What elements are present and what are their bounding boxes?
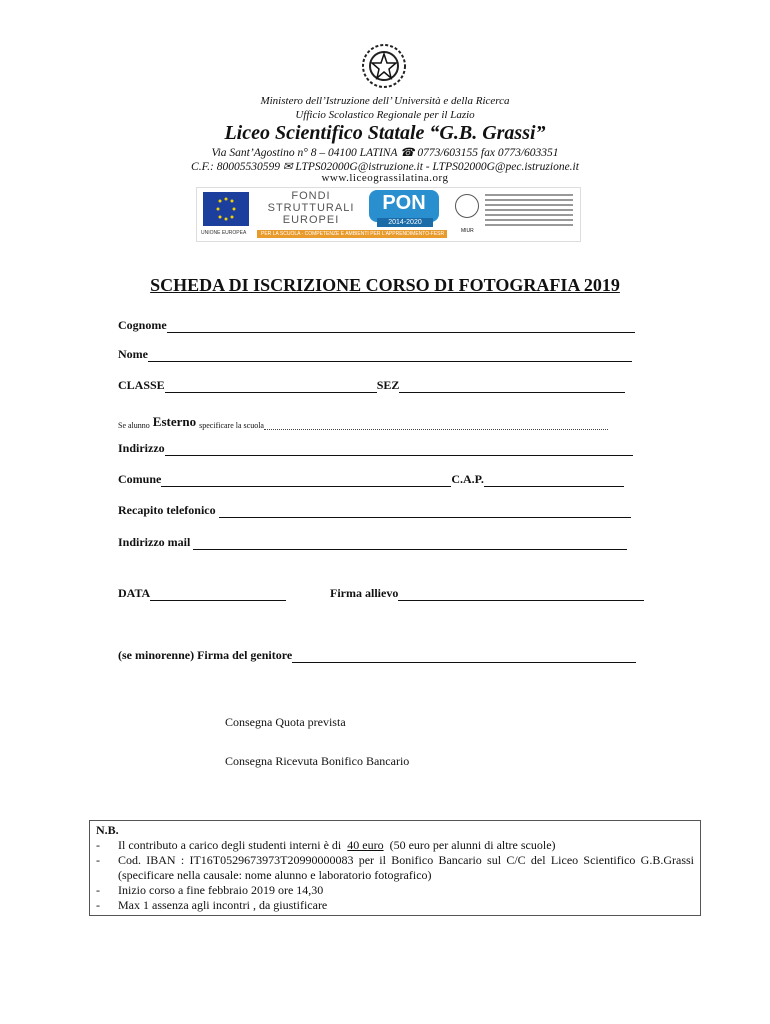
esterno-pre-label: Se alunno [118, 421, 150, 430]
recapito-field[interactable] [118, 503, 631, 518]
firma-genitore-field[interactable] [118, 648, 636, 663]
note-4-absence: Max 1 assenza agli incontri , da giustificare [118, 898, 328, 912]
mail-label: Indirizzo mail [118, 535, 191, 549]
nome-input-line[interactable] [148, 349, 632, 362]
firma-genitore-label: (se minorenne) Firma del genitore [118, 648, 293, 662]
note-item: - Cod. IBAN : IT16T0529673973T20990000083 per il Bonifico Bancario sul C/C del Liceo Scientifico G.B.Grassi (specificare nella causale: nome alunno e laboratorio fotografico) [96, 853, 694, 882]
sez-input-line[interactable] [399, 380, 625, 393]
indirizzo-input-line[interactable] [165, 443, 633, 456]
ministry-line-1: Ministero dell’Istruzione dell’ Università e della Ricerca [260, 95, 510, 107]
recapito-label: Recapito telefonico [118, 503, 216, 517]
firma-allievo-label: Firma allievo [330, 586, 399, 600]
note-1-pre: Il contributo a carico degli studenti interni è di [118, 838, 342, 852]
address-line: Via Sant’Agostino n° 8 – 04100 LATINA ☎ 0773/603155 fax 0773/603351 [211, 147, 559, 159]
note-item: - Il contributo a carico degli studenti interni è di 40 euro (50 euro per alunni di altre scuole) [96, 838, 556, 852]
note-1-post: (50 euro per alunni di altre scuole) [389, 838, 556, 852]
cognome-input-line[interactable] [167, 320, 635, 333]
indirizzo-label: Indirizzo [118, 441, 165, 455]
italian-republic-emblem-icon [360, 42, 408, 90]
note-item: - Max 1 assenza agli incontri , da giustificare [96, 898, 694, 913]
scuola-esterno-field[interactable] [118, 414, 608, 430]
mail-input-line[interactable] [193, 537, 627, 550]
data-input-line[interactable] [150, 588, 286, 601]
classe-label: CLASSE [118, 378, 165, 392]
data-field[interactable] [118, 586, 286, 601]
consegna-quota-text: Consegna Quota prevista [225, 715, 346, 729]
sez-label: SEZ [376, 378, 400, 392]
pon-years: 2014-2020 [377, 218, 433, 227]
fondi-strutturali-logo: FONDI STRUTTURALI EUROPEI [267, 190, 355, 226]
banner-fine-print [485, 194, 573, 229]
classe-sez-field[interactable] [118, 378, 625, 393]
indirizzo-field[interactable] [118, 441, 633, 456]
pon-strip-text: PER LA SCUOLA - COMPETENZE E AMBIENTI PER L'APPRENDIMENTO-FESR [257, 230, 447, 238]
classe-input-line[interactable] [165, 380, 377, 393]
consegna-ricevuta-text: Consegna Ricevuta Bonifico Bancario [225, 754, 410, 768]
pon-banner [196, 187, 581, 242]
note-2-iban: Cod. IBAN : IT16T0529673973T20990000083 per il Bonifico Bancario sul C/C del Liceo Scientifico G.B.Grassi (specificare nella causale: nome alunno e laboratorio fotografico) [118, 853, 694, 882]
comune-cap-field[interactable] [118, 472, 624, 487]
notes-box [89, 820, 701, 916]
notes-title: N.B. [96, 823, 119, 837]
firma-allievo-field[interactable] [330, 586, 644, 601]
form-title: SCHEDA DI ISCRIZIONE CORSO DI FOTOGRAFIA 2019 [150, 275, 620, 295]
school-name: Liceo Scientifico Statale “G.B. Grassi” [224, 122, 546, 144]
ministry-line-2: Ufficio Scolastico Regionale per il Lazio [295, 109, 475, 121]
cognome-field[interactable] [118, 318, 635, 333]
nome-label: Nome [118, 347, 148, 361]
firma-allievo-input-line[interactable] [398, 588, 644, 601]
fiscal-email-line: C.F.: 80005530599 ✉ LTPS02000G@istruzione.it - LTPS02000G@pec.istruzione.it [191, 161, 579, 173]
firma-genitore-input-line[interactable] [292, 650, 636, 663]
recapito-input-line[interactable] [219, 505, 631, 518]
eu-caption: UNIONE EUROPEA [201, 230, 247, 236]
website-link[interactable]: www.liceograssilatina.org [321, 172, 449, 184]
cap-label: C.A.P. [451, 472, 484, 486]
note-3-start: Inizio corso a fine febbraio 2019 ore 14,30 [118, 883, 324, 897]
comune-label: Comune [118, 472, 162, 486]
data-label: DATA [118, 586, 151, 600]
esterno-post-label: specificare la scuola [199, 421, 264, 430]
scuola-input-line[interactable] [264, 421, 608, 430]
note-1-amount: 40 euro [347, 838, 384, 852]
pon-logo: PON [369, 190, 439, 222]
mail-field[interactable] [118, 535, 627, 550]
eu-flag-icon [203, 192, 249, 226]
cap-input-line[interactable] [484, 474, 624, 487]
comune-input-line[interactable] [161, 474, 451, 487]
nome-field[interactable] [118, 347, 632, 362]
republic-seal-icon [455, 194, 479, 218]
note-item: - Inizio corso a fine febbraio 2019 ore 14,30 [96, 883, 694, 898]
miur-caption: MIUR [461, 228, 474, 234]
esterno-label: Esterno [152, 414, 197, 429]
cognome-label: Cognome [118, 318, 167, 332]
